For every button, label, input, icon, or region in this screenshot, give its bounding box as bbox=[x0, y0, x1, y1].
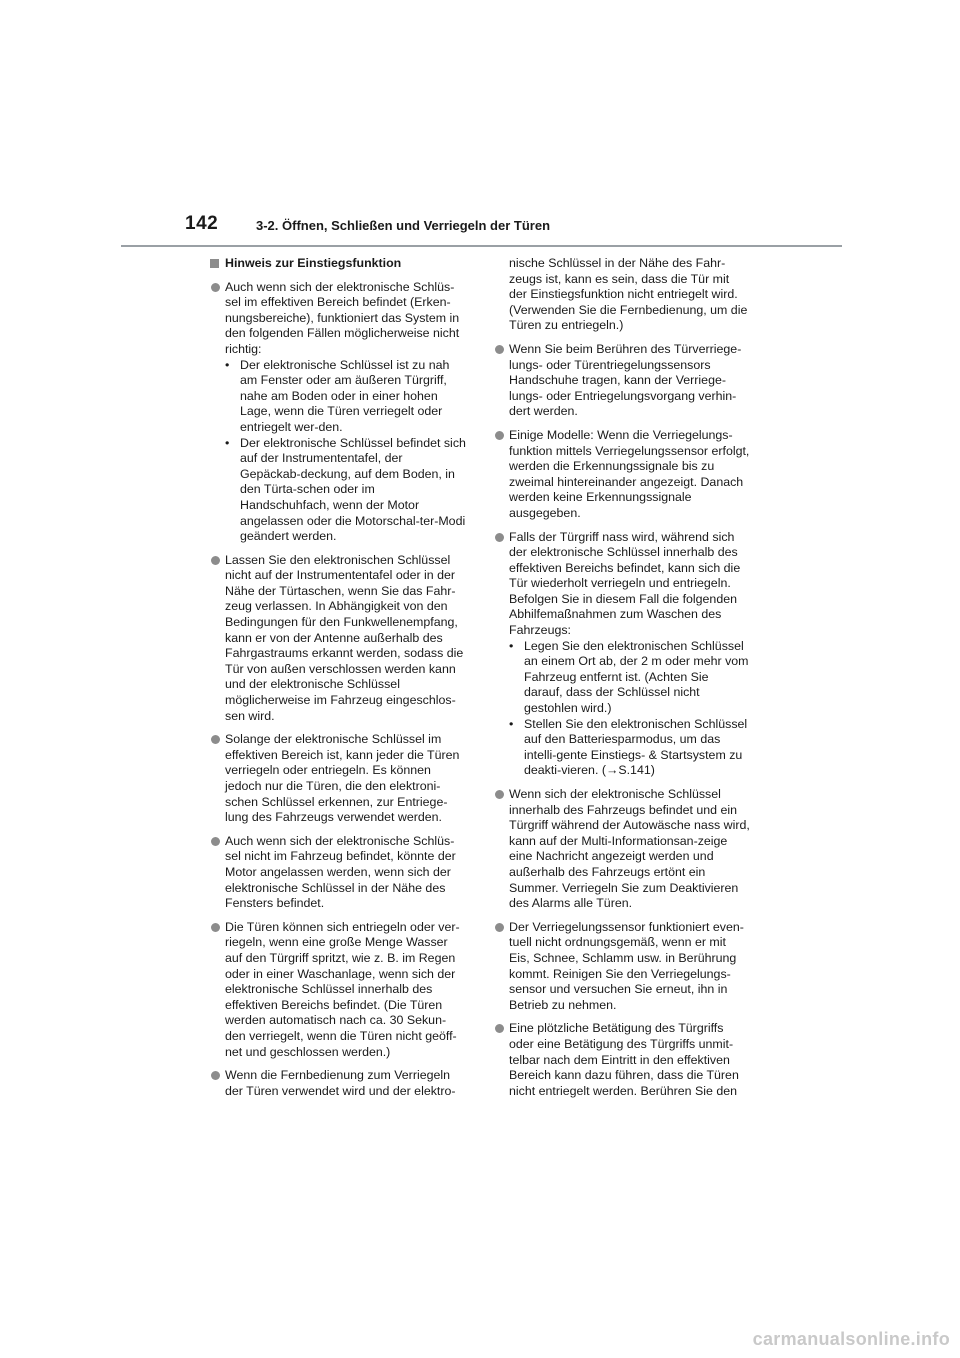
circle-bullet-icon bbox=[211, 556, 220, 565]
sub-bullet-icon: • bbox=[509, 638, 514, 653]
note-paragraph bbox=[210, 920, 466, 1060]
note-text: Einige Modelle: Wenn die Verriegelungs-funktion mittels Verriegelungssensor erfolgt, werden die Erkennungssignale bis zu zweimal hintereinander angezeigt. Danach werden keine Erkennungssignale ausgegeben. bbox=[509, 427, 750, 520]
sub-item bbox=[509, 639, 750, 717]
note-paragraph bbox=[494, 787, 750, 912]
note-paragraph bbox=[210, 553, 466, 725]
note-text: Der Verriegelungssensor funktioniert even-tuell nicht ordnungsgemäß, wenn er mit Eis, Schnee, Schlamm usw. in Berührung kommt. Reinigen Sie den Verriegelungs-sensor und versuchen Sie erneut, ihn in Betrieb zu nehmen. bbox=[509, 919, 744, 1012]
circle-bullet-icon bbox=[211, 837, 220, 846]
sub-item bbox=[225, 436, 466, 545]
right-column bbox=[494, 256, 750, 1107]
circle-bullet-icon bbox=[495, 1024, 504, 1033]
note-paragraph bbox=[494, 428, 750, 522]
watermark: carmanualsonline.info bbox=[752, 1329, 950, 1349]
note-text: Solange der elektronische Schlüssel im effektiven Bereich ist, kann jeder die Türen verriegeln oder entriegeln. Es können jedoch nur die Türen, die den elektroni-schen Schlüssel erkennen, zur Entriege-lung des Fahrzeugs verwendet werden. bbox=[225, 732, 460, 825]
note-paragraph bbox=[494, 342, 750, 420]
sub-item-text: Legen Sie den elektronischen Schlüssel an einem Ort ab, der 2 m oder mehr vom Fahrzeug entfernt ist. (Achten Sie darauf, dass der Schlüssel nicht gestohlen wird.) bbox=[524, 638, 749, 716]
note-text: Die Türen können sich entriegeln oder ver-riegeln, wenn eine große Menge Wasser auf den Türgriff spritzt, wie z. B. im Regen oder in einer Waschanlage, wenn sich der elektronische Schlüssel innerhalb des effektiven Bereichs befindet. (Die Türen werden automatisch nach ca. 30 Sekun-den verriegelt, wenn die Türen nicht geöff-net und geschlossen werden.) bbox=[225, 919, 460, 1059]
circle-bullet-icon bbox=[211, 735, 220, 744]
sub-item-text: Der elektronische Schlüssel ist zu nah am Fenster oder am äußeren Türgriff, nahe am Boden oder in einer hohen Lage, wenn die Türen verriegelt oder entriegelt wer-den. bbox=[240, 357, 450, 434]
circle-bullet-icon bbox=[495, 923, 504, 932]
sub-bullet-icon: • bbox=[225, 435, 230, 450]
note-text: Lassen Sie den elektronischen Schlüssel nicht auf der Instrumententafel oder in der Nähe der Türtaschen, wenn Sie das Fahr-zeug verlassen. In Abhängigkeit von den Bedingungen für den Funkwellenempfang, kann er von der Antenne außerhalb des Fahrgastraums erkannt werden, sodass die Tür von außen verschlossen werden kann und der elektronische Schlüssel möglicherweise im Fahrzeug eingeschlos-sen wird. bbox=[225, 552, 464, 723]
note-text: Wenn Sie beim Berühren des Türverriege-lungs- oder Türentriegelungssensors Handschuhe tragen, kann der Verriege-lungs- oder Entriegelungsvorgang verhin-dert werden. bbox=[509, 341, 742, 419]
sub-item bbox=[225, 358, 466, 436]
section-heading bbox=[210, 256, 466, 272]
note-paragraph bbox=[210, 732, 466, 826]
circle-bullet-icon bbox=[495, 790, 504, 799]
note-text: Falls der Türgriff nass wird, während sich der elektronische Schlüssel innerhalb des effektiven Bereichs befindet, kann sich die Tür wiederholt verriegeln und entriegeln. Befolgen Sie in diesem Fall die folgenden Abhilfemaßnahmen zum Waschen des Fahrzeugs: bbox=[509, 529, 741, 638]
circle-bullet-icon bbox=[495, 345, 504, 354]
note-paragraph bbox=[494, 1021, 750, 1099]
sub-bullet-icon: • bbox=[225, 357, 230, 372]
circle-bullet-icon bbox=[495, 431, 504, 440]
sub-item-text: Der elektronische Schlüssel befindet sich auf der Instrumententafel, der Gepäckab-deckung, auf dem Boden, in den Türta-schen oder im Handschuhfach, wenn der Motor angelassen oder die Motorschal-ter-Modi geändert werden. bbox=[240, 435, 466, 544]
note-text: Eine plötzliche Betätigung des Türgriffs oder eine Betätigung des Türgriffs unmit-telbar nach dem Eintritt in den effektiven Bereich kann dazu führen, dass die Türen nicht entriegelt werden. Berühren Sie den bbox=[509, 1021, 739, 1098]
circle-bullet-icon bbox=[211, 923, 220, 932]
note-text: Wenn die Fernbedienung zum Verriegeln der Türen verwendet wird und der elektro- bbox=[225, 1068, 456, 1098]
note-paragraph bbox=[494, 920, 750, 1014]
note-text: Auch wenn sich der elektronische Schlüs-sel nicht im Fahrzeug befindet, könnte der Motor angelassen werden, wenn sich der elektronische Schlüssel in der Nähe des Fensters befindet. bbox=[225, 833, 456, 911]
chapter-title: 3-2. Öffnen, Schließen und Verriegeln der Türen bbox=[256, 218, 551, 233]
circle-bullet-icon bbox=[211, 283, 220, 292]
header-rule bbox=[121, 245, 842, 247]
page-number: 142 bbox=[185, 213, 219, 234]
note-paragraph bbox=[210, 834, 466, 912]
note-paragraph bbox=[210, 280, 466, 545]
note-paragraph bbox=[210, 1068, 466, 1099]
note-text: nische Schlüssel in der Nähe des Fahr-zeugs ist, kann es sein, dass die Tür mit der Einstiegsfunktion nicht entriegelt wird. (Verwenden Sie die Fernbedienung, um die Türen zu entriegeln.) bbox=[509, 256, 748, 333]
note-text: Wenn sich der elektronische Schlüssel innerhalb des Fahrzeugs befindet und ein Türgriff während der Autowäsche nass wird, kann auf der Multi-Informationsan-zeige eine Nachricht angezeigt werden und außerhalb des Fahrzeugs ertönt ein Summer. Verriegeln Sie zum Deaktivieren des Alarms alle Türen. bbox=[509, 787, 750, 911]
sub-bullet-icon: • bbox=[509, 716, 514, 731]
circle-bullet-icon bbox=[211, 1071, 220, 1080]
note-text: Auch wenn sich der elektronische Schlüs-sel im effektiven Bereich befindet (Erken-nungsbereiche), funktioniert das System in den folgenden Fällen möglicherweise nicht richtig: bbox=[225, 279, 460, 356]
sub-item-text: Stellen Sie den elektronischen Schlüssel auf den Batteriesparmodus, um das intelli-gente Einstiegs- & Startsystem zu deakti-vieren. (→S.141) bbox=[524, 716, 748, 778]
note-paragraph bbox=[494, 530, 750, 780]
sub-item bbox=[509, 717, 750, 779]
square-bullet-icon bbox=[210, 259, 219, 268]
section-heading-text: Hinweis zur Einstiegsfunktion bbox=[225, 256, 402, 270]
circle-bullet-icon bbox=[495, 533, 504, 542]
left-column bbox=[210, 256, 466, 1107]
note-paragraph-continued bbox=[494, 256, 750, 334]
